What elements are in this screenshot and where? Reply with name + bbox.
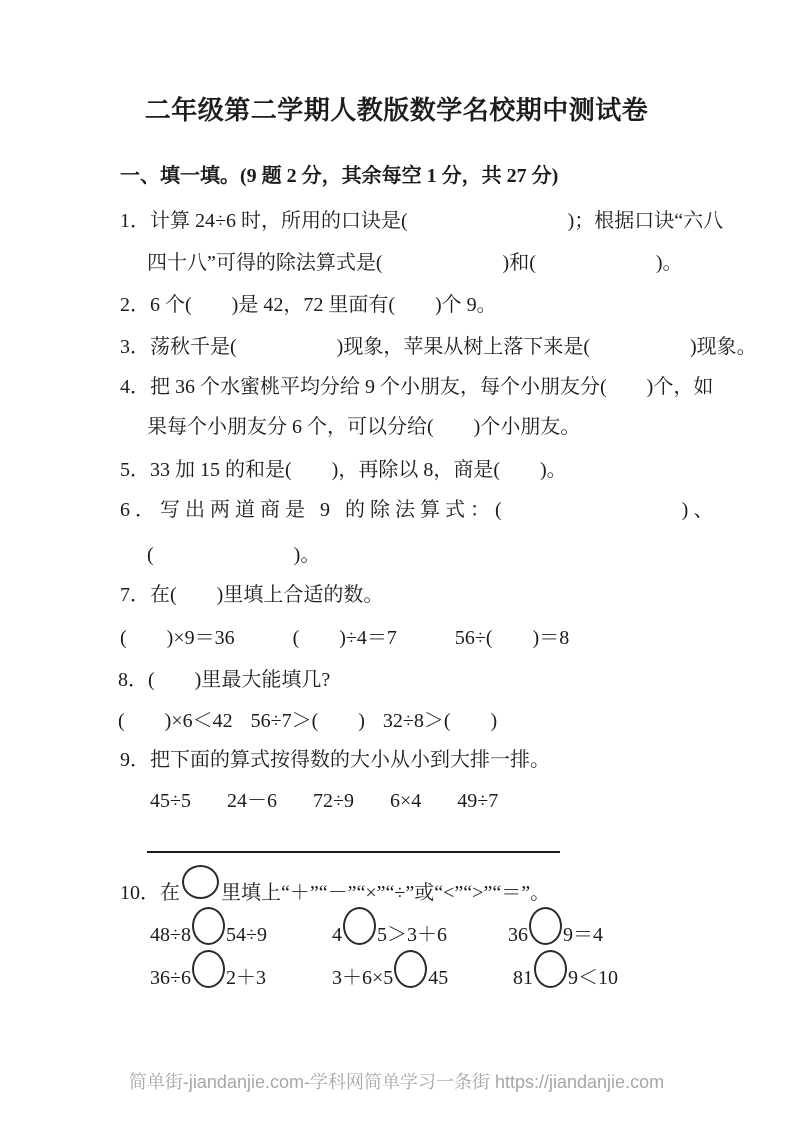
q10-item-6	[513, 948, 618, 990]
question-4-line-1: 4．把 36 个水蜜桃平均分给 9 个小朋友，每个小朋友分( )个，如	[120, 376, 714, 398]
question-3: 3．荡秋千是( )现象，苹果从树上落下来是( )现象。	[120, 336, 757, 358]
q10-item-1	[150, 905, 267, 947]
q7-equation-3: 56÷( )＝8	[454, 627, 570, 649]
answer-circle-icon	[192, 907, 225, 945]
question-7-equations	[120, 626, 569, 650]
q9-expression-2: 24－6	[226, 790, 277, 812]
q9-expression-4: 6×4	[389, 790, 422, 812]
q7-equation-1: ( )×9＝36	[120, 627, 235, 649]
q10-prefix: 10．在	[120, 882, 180, 904]
q8-equation-1: ( )×6＜42	[118, 710, 233, 732]
watermark: 简单街-jiandanjie.com-学科网简单学习一条街 https://jiandanjie.com	[128, 1072, 665, 1092]
question-9-expressions	[150, 789, 498, 813]
question-6-line-2: ( )。	[147, 544, 321, 566]
q10-item-3	[508, 905, 603, 947]
section-1-heading: 一、填一填。(9 题 2 分，其余每空 1 分，共 27 分)	[120, 165, 559, 187]
question-1-line-2: 四十八”可得的除法算式是( )和( )。	[147, 252, 683, 274]
q8-equation-2: 56÷7＞( )	[250, 710, 365, 732]
answer-circle-icon	[534, 950, 567, 988]
q9-expression-5: 49÷7	[457, 790, 499, 812]
answer-blank-line	[147, 851, 560, 853]
answer-circle-icon	[529, 907, 562, 945]
question-10-text	[120, 861, 550, 905]
q10-item-6-left: 81	[513, 967, 533, 989]
question-6-line-1: 6．写出两道商是 9 的除法算式：( )、	[120, 499, 719, 521]
q10-item-1-right: 54÷9	[225, 924, 267, 946]
q10-item-2	[332, 905, 447, 947]
q7-equation-2: ( )÷4＝7	[292, 627, 397, 649]
q10-item-2-right: 5＞3＋6	[377, 924, 447, 946]
q10-item-6-right: 9＜10	[568, 967, 618, 989]
answer-circle-icon	[343, 907, 376, 945]
q10-item-2-left: 4	[332, 924, 342, 946]
question-8-equations	[118, 709, 497, 733]
answer-circle-icon	[182, 865, 219, 899]
q10-item-3-right: 9＝4	[563, 924, 603, 946]
q10-item-4-left: 36÷6	[150, 967, 191, 989]
q10-item-5-right: 45	[428, 967, 449, 989]
question-9: 9．把下面的算式按得数的大小从小到大排一排。	[120, 749, 550, 771]
q10-item-4-right: 2＋3	[225, 967, 266, 989]
question-7: 7．在( )里填上合适的数。	[120, 584, 384, 606]
q9-expression-3: 72÷9	[312, 790, 354, 812]
q8-equation-3: 32÷8＞( )	[382, 710, 498, 732]
q10-item-3-left: 36	[508, 924, 528, 946]
q10-item-5-left: 3＋6×5	[332, 967, 394, 989]
question-8: 8．( )里最大能填几?	[118, 669, 331, 691]
question-2: 2．6 个( )是 42，72 里面有( )个 9。	[120, 294, 497, 316]
question-1-line-1: 1．计算 24÷6 时，所用的口诀是( )；根据口诀“六八	[120, 210, 724, 232]
question-4-line-2: 果每个小朋友分 6 个，可以分给( )个小朋友。	[147, 416, 581, 438]
answer-circle-icon	[192, 950, 225, 988]
question-5: 5．33 加 15 的和是( )，再除以 8，商是( )。	[120, 459, 567, 481]
q10-item-1-left: 48÷8	[150, 924, 191, 946]
q10-item-4	[150, 948, 266, 990]
q10-suffix: 里填上“＋”“－”“×”“÷”或“<”“>”“＝”。	[221, 882, 551, 904]
answer-circle-icon	[394, 950, 427, 988]
page-title: 二年级第二学期人教版数学名校期中测试卷	[144, 96, 649, 125]
q9-expression-1: 45÷5	[150, 790, 191, 812]
q10-item-5	[332, 948, 448, 990]
